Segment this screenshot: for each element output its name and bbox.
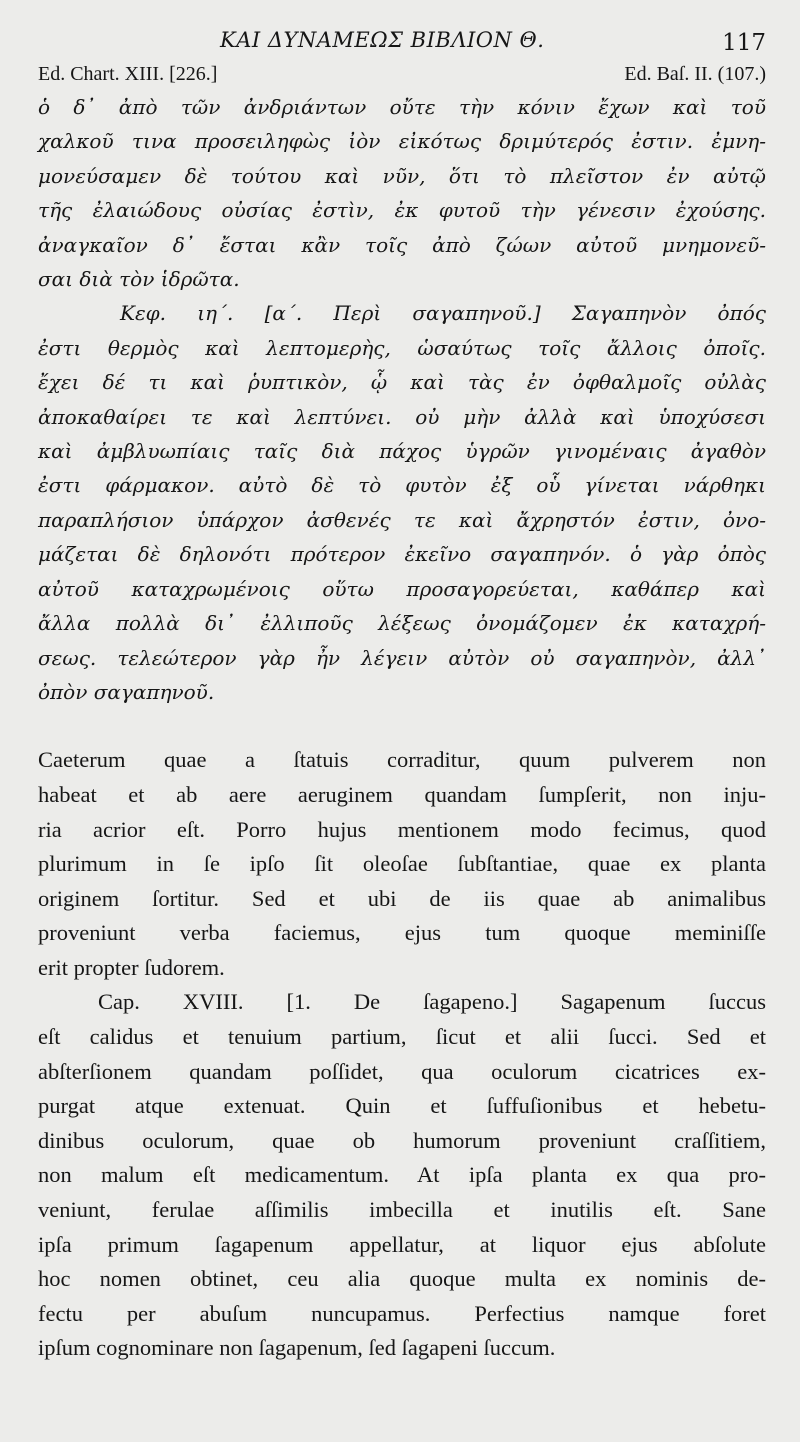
latin-line: ria acrior eſt. Porro hujus mentionem modo fecimus, quod xyxy=(38,816,766,842)
latin-line: non malum eſt medicamentum. At ipſa planta ex qua pro- xyxy=(38,1162,766,1188)
latin-line: Caeterum quae a ſtatuis corraditur, quum pulverem non xyxy=(38,747,766,773)
latin-line: erit propter ſudorem. xyxy=(38,954,225,980)
edition-line xyxy=(38,58,766,90)
latin-line: fectu per abuſum nuncupamus. Perfectius namque foret xyxy=(38,1300,766,1326)
latin-line: dinibus oculorum, quae ob humorum proveniunt craſſitiem, xyxy=(38,1127,766,1153)
greek-line: σεως. τελεώτερον γὰρ ἦν λέγειν αὐτὸν οὐ σαγαπηνὸν, ἀλλ᾽ xyxy=(38,645,766,670)
running-title: ΚΑΙ ΔΥΝΑΜΕΩΣ ΒΙΒΛΙΟΝ Θ. xyxy=(220,28,545,52)
latin-line: veniunt, ferulae aſſimilis imbecilla et inutilis eſt. Sane xyxy=(38,1197,766,1223)
latin-line: ipſa primum ſagapenum appellatur, at liquor ejus abſolute xyxy=(38,1231,766,1257)
page-number: 117 xyxy=(722,30,766,56)
page xyxy=(38,22,766,1366)
latin-line: proveniunt verba faciemus, ejus tum quoque meminiſſe xyxy=(38,920,766,946)
latin-line: purgat atque extenuat. Quin et ſuffuſionibus et hebetu- xyxy=(38,1093,766,1119)
greek-line: ἐστι θερμὸς καὶ λεπτομερὴς, ὡσαύτως τοῖς ἄλλοις ὀποῖς. xyxy=(38,335,766,360)
latin-text xyxy=(38,743,766,1366)
greek-line: ὀπὸν σαγαπηνοῦ. xyxy=(38,679,215,704)
latin-line: habeat et ab aere aeruginem quandam ſumpſerit, non inju- xyxy=(38,781,766,807)
greek-line: τῆς ἐλαιώδους οὐσίας ἐστὶν, ἐκ φυτοῦ τὴν γένεσιν ἐχούσης. xyxy=(38,198,766,223)
greek-line: σαι διὰ τὸν ἱδρῶτα. xyxy=(38,267,240,292)
running-head xyxy=(38,22,766,58)
greek-line: μονεύσαμεν δὲ τούτου καὶ νῦν, ὅτι τὸ πλεῖστον ἐν αὐτῷ xyxy=(38,163,766,188)
greek-line: ἀναγκαῖον δ᾽ ἔσται κἂν τοῖς ἀπὸ ζώων αὐτοῦ μνημονεῦ- xyxy=(38,232,766,257)
latin-line: plurimum in ſe ipſo ſit oleoſae ſubſtantiae, quae ex planta xyxy=(38,851,766,877)
latin-line: ipſum cognominare non ſagapenum, ſed ſagapeni ſuccum. xyxy=(38,1335,556,1361)
latin-chapter-heading-line: Cap. XVIII. [1. De ſagapeno.] Sagapenum ſuccus xyxy=(98,989,766,1015)
greek-line: αὐτοῦ καταχρωμένοις οὕτω προσαγορεύεται, καθάπερ καὶ xyxy=(38,576,766,601)
greek-line: ἄλλα πολλὰ δι᾽ ἐλλιποῦς λέξεως ὀνομάζομεν ἐκ καταχρή- xyxy=(38,611,766,636)
edition-basel: Ed. Baſ. II. (107.) xyxy=(624,63,766,85)
greek-text xyxy=(38,90,766,709)
greek-line: χαλκοῦ τινα προσειληφὼς ἰὸν εἰκότως δριμύτερός ἐστιν. ἐμνη- xyxy=(38,129,766,154)
latin-line: abſterſionem quandam poſſidet, qua oculorum cicatrices ex- xyxy=(38,1058,766,1084)
greek-line: παραπλήσιον ὑπάρχον ἀσθενές τε καὶ ἄχρηστόν ἐστιν, ὀνο- xyxy=(38,507,766,532)
greek-chapter-heading-line: Κεφ. ιη΄. [α΄. Περὶ σαγαπηνοῦ.] Σαγαπηνὸν ὀπός xyxy=(120,301,766,326)
greek-line: καὶ ἀμβλυωπίαις ταῖς διὰ πάχος ὑγρῶν γινομέναις ἀγαθὸν xyxy=(38,439,766,464)
greek-line: ὁ δ᾽ ἀπὸ τῶν ἀνδριάντων οὔτε τὴν κόνιν ἔχων καὶ τοῦ xyxy=(38,95,766,119)
latin-line: hoc nomen obtinet, ceu alia quoque multa ex nominis de- xyxy=(38,1266,766,1292)
latin-line: originem ſortitur. Sed et ubi de iis quae ab animalibus xyxy=(38,885,766,911)
greek-line: ἐστι φάρμακον. αὐτὸ δὲ τὸ φυτὸν ἐξ οὗ γίνεται νάρθηκι xyxy=(38,473,766,498)
greek-line: ἔχει δέ τι καὶ ῥυπτικὸν, ᾧ καὶ τὰς ἐν ὀφθαλμοῖς οὐλὰς xyxy=(38,370,766,395)
greek-line: ἀποκαθαίρει τε καὶ λεπτύνει. οὐ μὴν ἀλλὰ καὶ ὑποχύσεσι xyxy=(38,404,766,429)
greek-line: μάζεται δὲ δηλονότι πρότερον ἐκεῖνο σαγαπηνόν. ὁ γὰρ ὀπὸς xyxy=(38,542,766,567)
edition-chartier: Ed. Chart. XIII. [226.] xyxy=(38,63,218,85)
latin-line: eſt calidus et tenuium partium, ſicut et alii ſucci. Sed et xyxy=(38,1024,766,1050)
